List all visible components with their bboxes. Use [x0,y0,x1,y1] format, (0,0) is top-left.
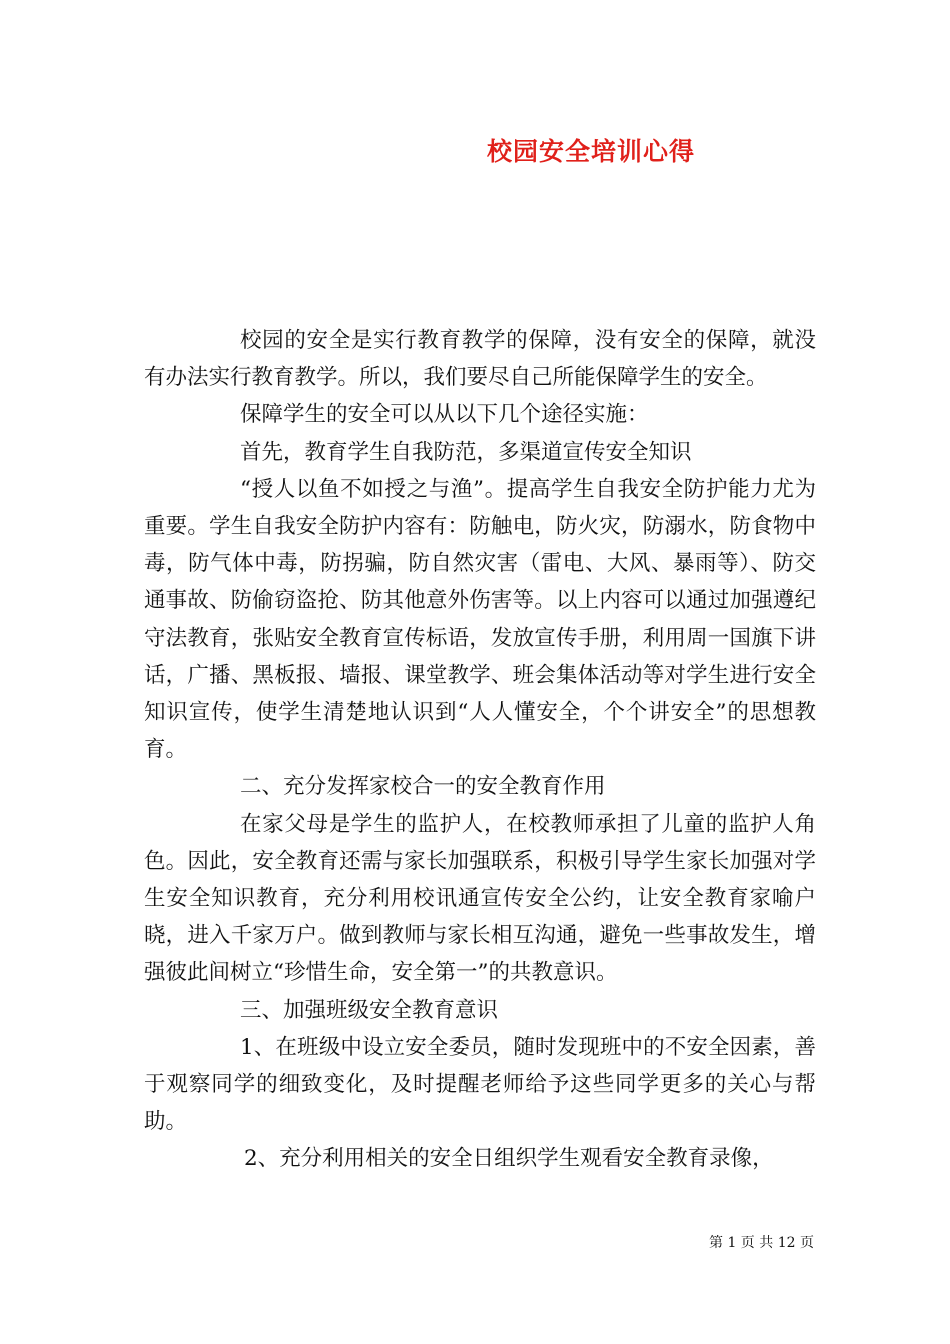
document-body [144,322,816,1178]
heading-first: 首先，教育学生自我防范，多渠道宣传安全知识 [240,439,692,465]
paragraph-ways: 保障学生的安全可以从以下几个途径实施： [240,402,649,428]
heading-third: 三、加强班级安全教育意识 [240,997,499,1023]
document-title: 校园安全培训心得 [487,137,696,166]
paragraph-self-protection: “授人以鱼不如授之与渔”。提高学生自我安全防护能力尤为重要。学生自我安全防护内容有：防触电，防火灾，防溺水，防食物中毒，防气体中毒，防拐骗，防自然灾害（雷电、大风、暴雨等）、防交通事故、防偷窃盗抢、防其他意外伤害等。以上内容可以通过加强遵纪守法教育，张贴安全教育宣传标语，发放宣传手册，利用周一国旗下讲话，广播、黑板报、墙报、课堂教学、班会集体活动等对学生进行安全知识宣传，使学生清楚地认识到“人人懂安全，个个讲安全”的思想教育。 [144,476,816,763]
page-number-footer: 第 1 页 共 12 页 [709,1235,814,1251]
paragraph-item-2: 2、充分利用相关的安全日组织学生观看安全教育录像， [244,1146,774,1172]
paragraph-home-school: 在家父母是学生的监护人，在校教师承担了儿童的监护人角色。因此，安全教育还需与家长加强联系，积极引导学生家长加强对学生安全知识教育，充分利用校讯通宣传安全公约，让安全教育家喻户晓，进入千家万户。做到教师与家长相互沟通，避免一些事故发生，增强彼此间树立“珍惜生命，安全第一”的共教意识。 [144,811,816,986]
paragraph-item-1: 1、在班级中设立安全委员，随时发现班中的不安全因素，善于观察同学的细致变化，及时提醒老师给予这些同学更多的关心与帮助。 [144,1034,816,1135]
heading-second: 二、充分发挥家校合一的安全教育作用 [240,774,606,800]
paragraph-intro: 校园的安全是实行教育教学的保障，没有安全的保障，就没有办法实行教育教学。所以，我们要尽自己所能保障学生的安全。 [144,328,816,391]
